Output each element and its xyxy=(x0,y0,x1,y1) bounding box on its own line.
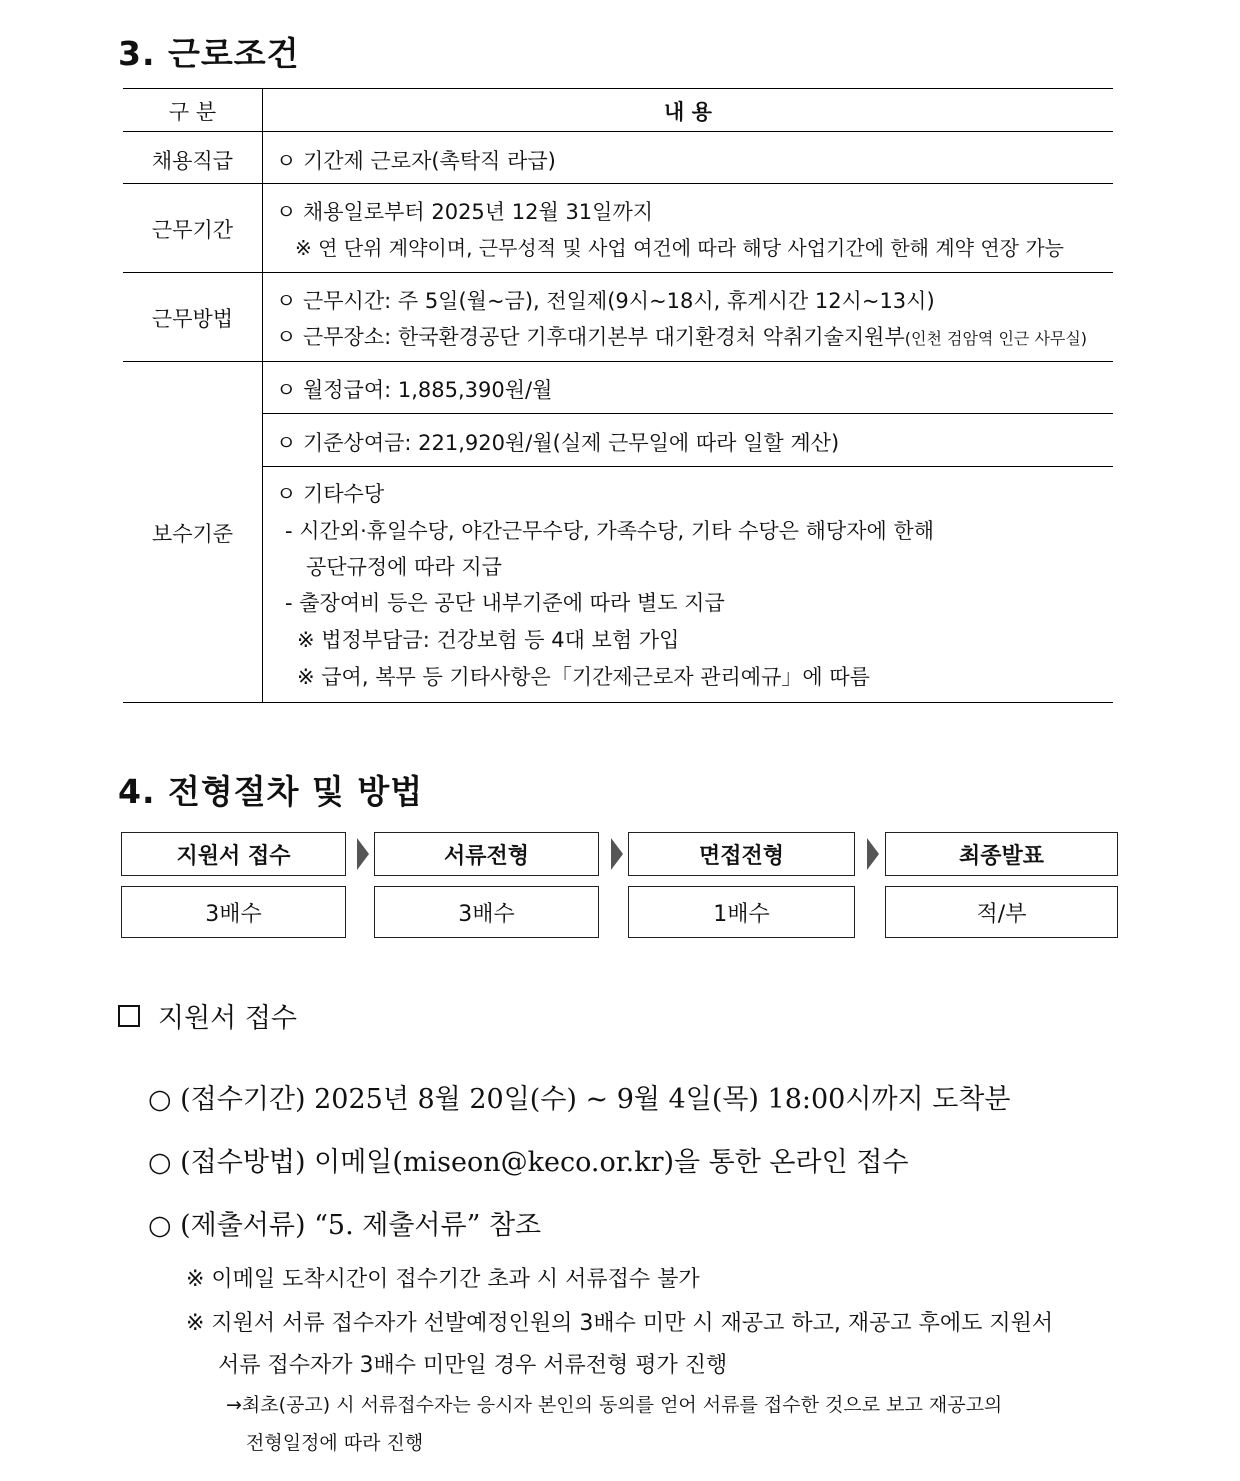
row-label-method: 근무방법 xyxy=(151,307,234,331)
period-note: ※ 연 단위 계약이며, 근무성적 및 사업 여건에 따라 해당 사업기간에 한해 계약 연장 가능 xyxy=(295,236,1064,260)
allowance-line-2: 공단규정에 따라 지급 xyxy=(306,555,502,579)
subnote-consent-cont: 전형일정에 따라 진행 xyxy=(246,1432,424,1454)
arrow-icon xyxy=(357,838,369,870)
period-value: ㅇ 채용일로부터 2025년 12월 31일까지 xyxy=(276,200,654,224)
section-4-title: 4. 전형절차 및 방법 xyxy=(118,772,424,811)
subnote-consent: →최초(공고) 시 서류접수자는 응시자 본인의 동의를 얻어 서류를 접수한 것으로 보고 재공고의 xyxy=(226,1394,1003,1416)
position-value: ㅇ 기간제 근로자(촉탁직 라급) xyxy=(276,149,556,173)
section-3-title: 3. 근로조건 xyxy=(118,34,300,73)
travel-expense: - 출장여비 등은 공단 내부기준에 따라 별도 지급 xyxy=(285,591,725,615)
checkbox-icon xyxy=(118,1005,140,1027)
other-allowance: ㅇ 기타수당 xyxy=(276,482,385,506)
row-label-position: 채용직급 xyxy=(151,149,234,173)
step-final: 최종발표 xyxy=(885,832,1118,876)
step-interview-value: 1배수 xyxy=(628,886,855,938)
work-place: ㅇ 근무장소: 한국환경공단 기후대기본부 대기환경처 악취기술지원부(인천 검암역 인근 사무실) xyxy=(276,325,1088,349)
application-method: ○ (접수방법) 이메일(miseon@keco.or.kr)을 통한 온라인 접수 xyxy=(148,1147,909,1178)
step-final-value: 적/부 xyxy=(885,886,1118,938)
regulation-note: ※ 급여, 복무 등 기타사항은「기간제근로자 관리예규」에 따름 xyxy=(297,665,870,689)
application-title: 지원서 접수 xyxy=(158,1003,297,1034)
step-document-value: 3배수 xyxy=(374,886,599,938)
application-period: ○ (접수기간) 2025년 8월 20일(수) ~ 9월 4일(목) 18:00시까지 도착분 xyxy=(148,1084,1011,1115)
step-interview: 면접전형 xyxy=(628,832,855,876)
step-application: 지원서 접수 xyxy=(121,832,346,876)
header-content: 내 용 xyxy=(664,100,712,124)
allowance-line-1: - 시간외·휴일수당, 야간근무수당, 가족수당, 기타 수당은 해당자에 한해 xyxy=(285,519,935,543)
note-deadline: ※ 이메일 도착시간이 접수기간 초과 시 서류접수 불가 xyxy=(186,1267,700,1292)
application-documents: ○ (제출서류) “5. 제출서류” 참조 xyxy=(148,1210,542,1241)
note-readvertise-cont: 서류 접수자가 3배수 미만일 경우 서류전형 평가 진행 xyxy=(218,1353,728,1378)
application-heading xyxy=(118,996,297,1035)
note-readvertise: ※ 지원서 서류 접수자가 선발예정인원의 3배수 미만 시 재공고 하고, 재공고 후에도 지원서 xyxy=(186,1311,1054,1336)
step-document: 서류전형 xyxy=(374,832,599,876)
step-application-value: 3배수 xyxy=(121,886,346,938)
monthly-pay: ㅇ 월정급여: 1,885,390원/월 xyxy=(276,378,553,402)
work-hours: ㅇ 근무시간: 주 5일(월~금), 전일제(9시~18시, 휴게시간 12시~13시) xyxy=(276,289,935,313)
row-label-pay: 보수기준 xyxy=(151,522,234,546)
row-label-period: 근무기간 xyxy=(151,218,234,242)
arrow-icon xyxy=(867,838,879,870)
arrow-icon xyxy=(611,838,623,870)
insurance-note: ※ 법정부담금: 건강보험 등 4대 보험 가입 xyxy=(297,628,680,652)
bonus-pay: ㅇ 기준상여금: 221,920원/월(실제 근무일에 따라 일할 계산) xyxy=(276,431,840,455)
header-category: 구 분 xyxy=(168,100,217,124)
